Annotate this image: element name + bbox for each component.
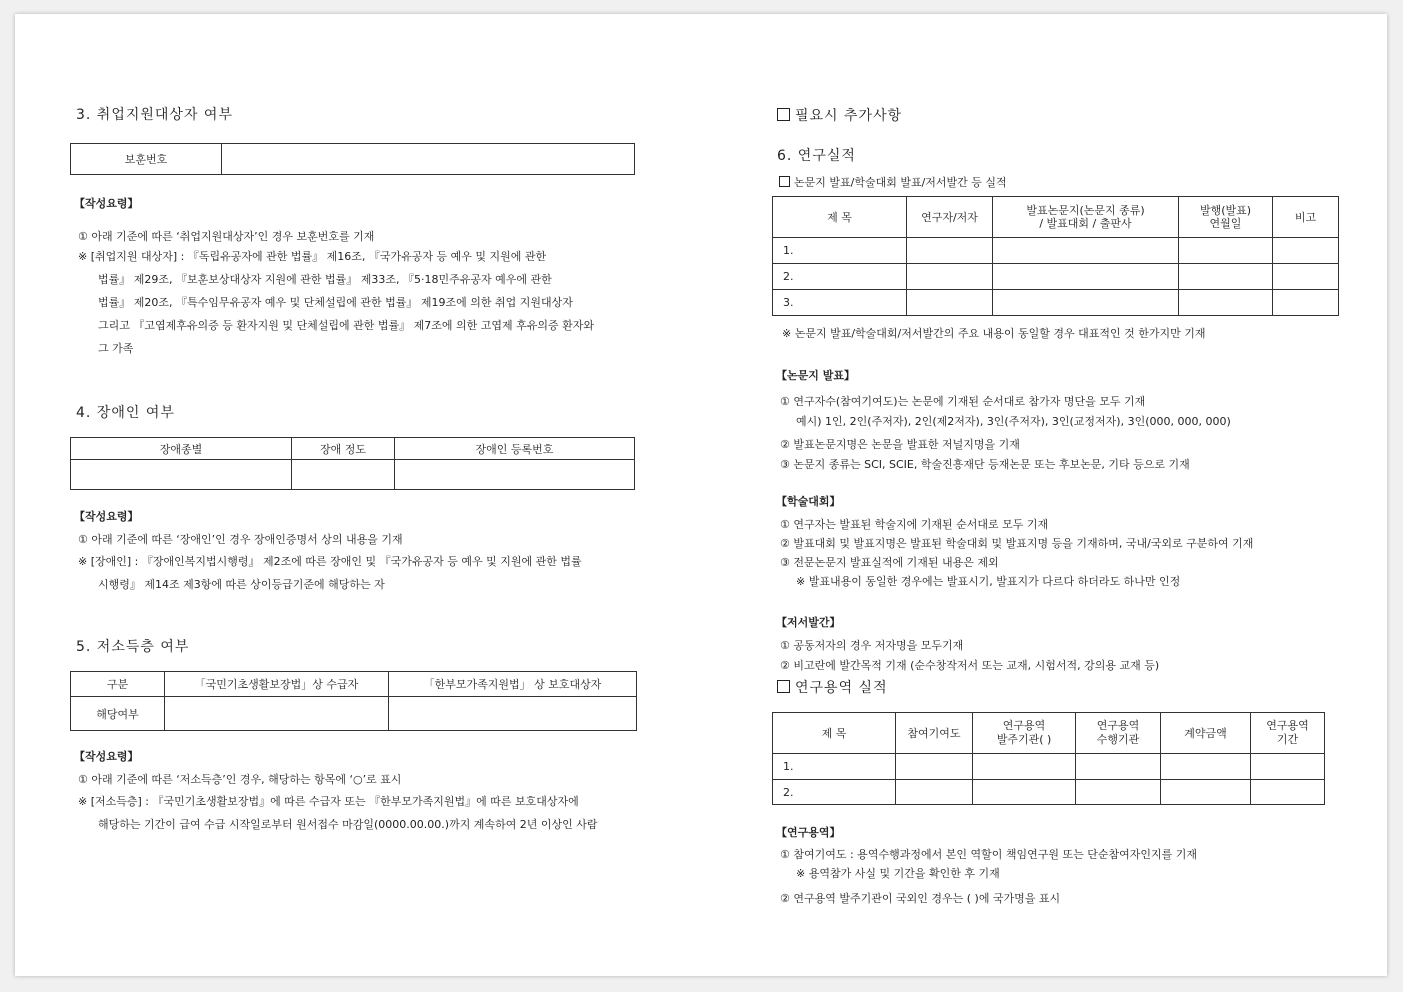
guide-item: ② 발표대회 및 발표지명은 발표된 학술대회 및 발표지명 등을 기재하며, 국내/국외로 구분하여 기재 [780,537,1254,550]
header-journal: 발표논문지(논문지 종류) / 발표대회 / 출판사 [993,197,1179,238]
row-number: 2. [773,780,896,805]
extra-title-label: 필요시 추가사항 [795,108,903,124]
header-basic-livelihood: 「국민기초생활보장법」상 수급자 [165,672,389,697]
note-line: ※ [장애인] : 『장애인복지법시행령』 제2조에 따른 장애인 및 『국가유공자 등 예우 및 지원에 관한 법률 [78,555,582,568]
header-disability-type: 장애종별 [71,438,292,460]
paper-guide [780,392,1231,475]
note-line: 시행령』 제14조 제3항에 따른 상이등급기준에 해당하는 자 [98,578,385,591]
guide-item: ① 참여기여도 : 용역수행과정에서 본인 역할이 책임연구원 또는 단순참여자인지를 기재 [780,848,1197,861]
basic-livelihood-cell[interactable] [165,697,389,731]
paper-guide-title: 【논문지 발표】 [776,369,855,382]
guide-item: ② 연구용역 발주기관이 국외인 경우는 ( )에 국가명을 표시 [780,892,1061,905]
table-cell[interactable] [907,290,993,316]
conference-guide-title: 【학술대회】 [776,495,841,508]
guide-item: ③ 논문지 종류는 SCI, SCIE, 학술진흥재단 등재논문 또는 후보논문, 기타 등으로 기재 [780,458,1190,471]
document-page [15,14,1387,976]
table-cell[interactable] [1179,264,1273,290]
disability-table [70,437,635,490]
header-category: 구분 [71,672,165,697]
veteran-number-value[interactable] [222,144,635,175]
veteran-table [70,143,635,175]
service-title [777,677,888,697]
note-line: 그리고 『고엽제후유의증 등 환자지원 및 단체설립에 관한 법률』 제7조에 의한 고엽제 후유의증 환자와 [98,319,594,332]
guide-item: 예시) 1인, 2인(주저자), 2인(제2저자), 3인(주저자), 3인(교정저자), 3인(000, 000, 000) [796,415,1231,428]
service-title-label: 연구용역 실적 [795,680,888,696]
section-5-note [78,790,598,836]
table-cell[interactable] [1251,780,1325,805]
row-number: 1. [773,754,896,780]
section-5-guide-title: 【작성요령】 [74,750,139,763]
table-cell[interactable] [1273,238,1339,264]
header-period: 연구용역 기간 [1251,713,1325,754]
section-4-guide-item: ① 아래 기준에 따른 ‘장애인’인 경우 장애인증명서 상의 내용을 기재 [78,533,403,546]
table-cell[interactable] [896,754,973,780]
table-cell[interactable] [1273,290,1339,316]
guide-item: ① 공동저자의 경우 저자명을 모두기재 [780,639,964,652]
section-6-subtitle [779,174,1007,190]
header-disability-degree: 장애 정도 [292,438,395,460]
note-line: 법률』 제20조, 『특수임무유공자 예우 및 단체설립에 관한 법률』 제19조에 의한 취업 지원대상자 [98,296,573,309]
header-single-parent: 「한부모가족지원법」 상 보호대상자 [389,672,637,697]
header-contract-amount: 계약금액 [1161,713,1251,754]
note-line: ※ [취업지원 대상자] : 『독립유공자에 관한 법률』 제16조, 『국가유공자 등 예우 및 지원에 관한 [78,250,547,263]
service-guide [780,845,1197,908]
guide-item: ① 연구자는 발표된 학술지에 기재된 순서대로 모두 기재 [780,518,1049,531]
section-5-guide-item: ① 아래 기준에 따른 ‘저소득층’인 경우, 해당하는 항목에 ‘○’로 표시 [78,773,402,786]
table-cell[interactable] [907,264,993,290]
section-3-guide-item: ① 아래 기준에 따른 ‘취업지원대상자’인 경우 보훈번호를 기재 [78,230,375,243]
section-3-title: 3. 취업지원대상자 여부 [76,107,233,123]
header-client: 연구용역 발주기관( ) [973,713,1076,754]
table-cell[interactable] [1161,754,1251,780]
service-table [772,712,1325,805]
conference-guide [780,515,1253,591]
section-4-guide-title: 【작성요령】 [74,510,139,523]
section-6-title: 6. 연구실적 [777,148,856,164]
header-disability-reg-number: 장애인 등록번호 [395,438,635,460]
single-parent-cell[interactable] [389,697,637,731]
service-guide-title: 【연구용역】 [776,826,841,839]
header-author: 연구자/저자 [907,197,993,238]
header-publish-date: 발행(발표) 연월일 [1179,197,1273,238]
table-cell[interactable] [1179,238,1273,264]
checkbox-square-icon [777,680,790,693]
disability-degree-cell[interactable] [292,460,395,490]
row-label-applicable: 해당여부 [71,697,165,731]
table-cell[interactable] [993,264,1179,290]
checkbox-square-icon [779,176,790,187]
row-number: 2. [773,264,907,290]
note-line: ※ [저소득층] : 『국민기초생활보장법』에 따른 수급자 또는 『한부모가족지원법』에 따른 보호대상자에 [78,795,579,808]
header-remarks: 비고 [1273,197,1339,238]
section-5-title: 5. 저소득층 여부 [76,639,190,655]
header-title: 제 목 [773,197,907,238]
low-income-table [70,671,637,731]
disability-type-cell[interactable] [71,460,292,490]
table-cell[interactable] [1076,754,1161,780]
note-line: 그 가족 [98,342,134,355]
note-line: 해당하는 기간이 급여 수급 시작일로부터 원서접수 마감일(0000.00.00.)까지 계속하여 2년 이상인 사람 [98,818,598,831]
book-guide-title: 【저서발간】 [776,616,841,629]
table-cell[interactable] [907,238,993,264]
section-4-note [78,550,582,596]
veteran-number-label: 보훈번호 [71,144,222,175]
disability-reg-number-cell[interactable] [395,460,635,490]
header-title: 제 목 [773,713,896,754]
section-3-note [78,245,594,360]
note-line: 법률』 제29조, 『보훈보상대상자 지원에 관한 법률』 제33조, 『5·18민주유공자 예우에 관한 [98,273,552,286]
guide-item: ③ 전문논문지 발표실적에 기재된 내용은 제외 [780,556,999,569]
header-contribution: 참여기여도 [896,713,973,754]
table-cell[interactable] [973,780,1076,805]
table-cell[interactable] [1161,780,1251,805]
table-cell[interactable] [896,780,973,805]
section-4-title: 4. 장애인 여부 [76,405,175,421]
table-cell[interactable] [973,754,1076,780]
guide-item: ② 비고란에 발간목적 기재 (순수창작저서 또는 교재, 시험서적, 강의용 교재 등) [780,659,1160,672]
book-guide [780,636,1159,676]
table-cell[interactable] [1179,290,1273,316]
row-number: 3. [773,290,907,316]
header-performer: 연구용역 수행기관 [1076,713,1161,754]
guide-item: ※ 용역참가 사실 및 기간을 확인한 후 기재 [796,867,1000,880]
row-number: 1. [773,238,907,264]
table-cell[interactable] [1273,264,1339,290]
table-cell[interactable] [993,238,1179,264]
table-cell[interactable] [993,290,1179,316]
research-table [772,196,1339,316]
table-cell[interactable] [1251,754,1325,780]
guide-item: ※ 발표내용이 동일한 경우에는 발표시기, 발표지가 다르다 하더라도 하나만 인정 [796,575,1181,588]
section-3-guide-title: 【작성요령】 [74,197,139,210]
guide-item: ① 연구자수(참여기여도)는 논문에 기재된 순서대로 참가자 명단을 모두 기재 [780,395,1146,408]
guide-item: ② 발표논문지명은 논문을 발표한 저널지명을 기재 [780,438,1020,451]
table-cell[interactable] [1076,780,1161,805]
section-6-note: ※ 논문지 발표/학술대회/저서발간의 주요 내용이 동일할 경우 대표적인 것 한가지만 기재 [782,327,1206,340]
extra-title [777,105,902,125]
section-6-subtitle-label: 논문지 발표/학술대회 발표/저서발간 등 실적 [794,176,1007,189]
checkbox-square-icon [777,108,790,121]
